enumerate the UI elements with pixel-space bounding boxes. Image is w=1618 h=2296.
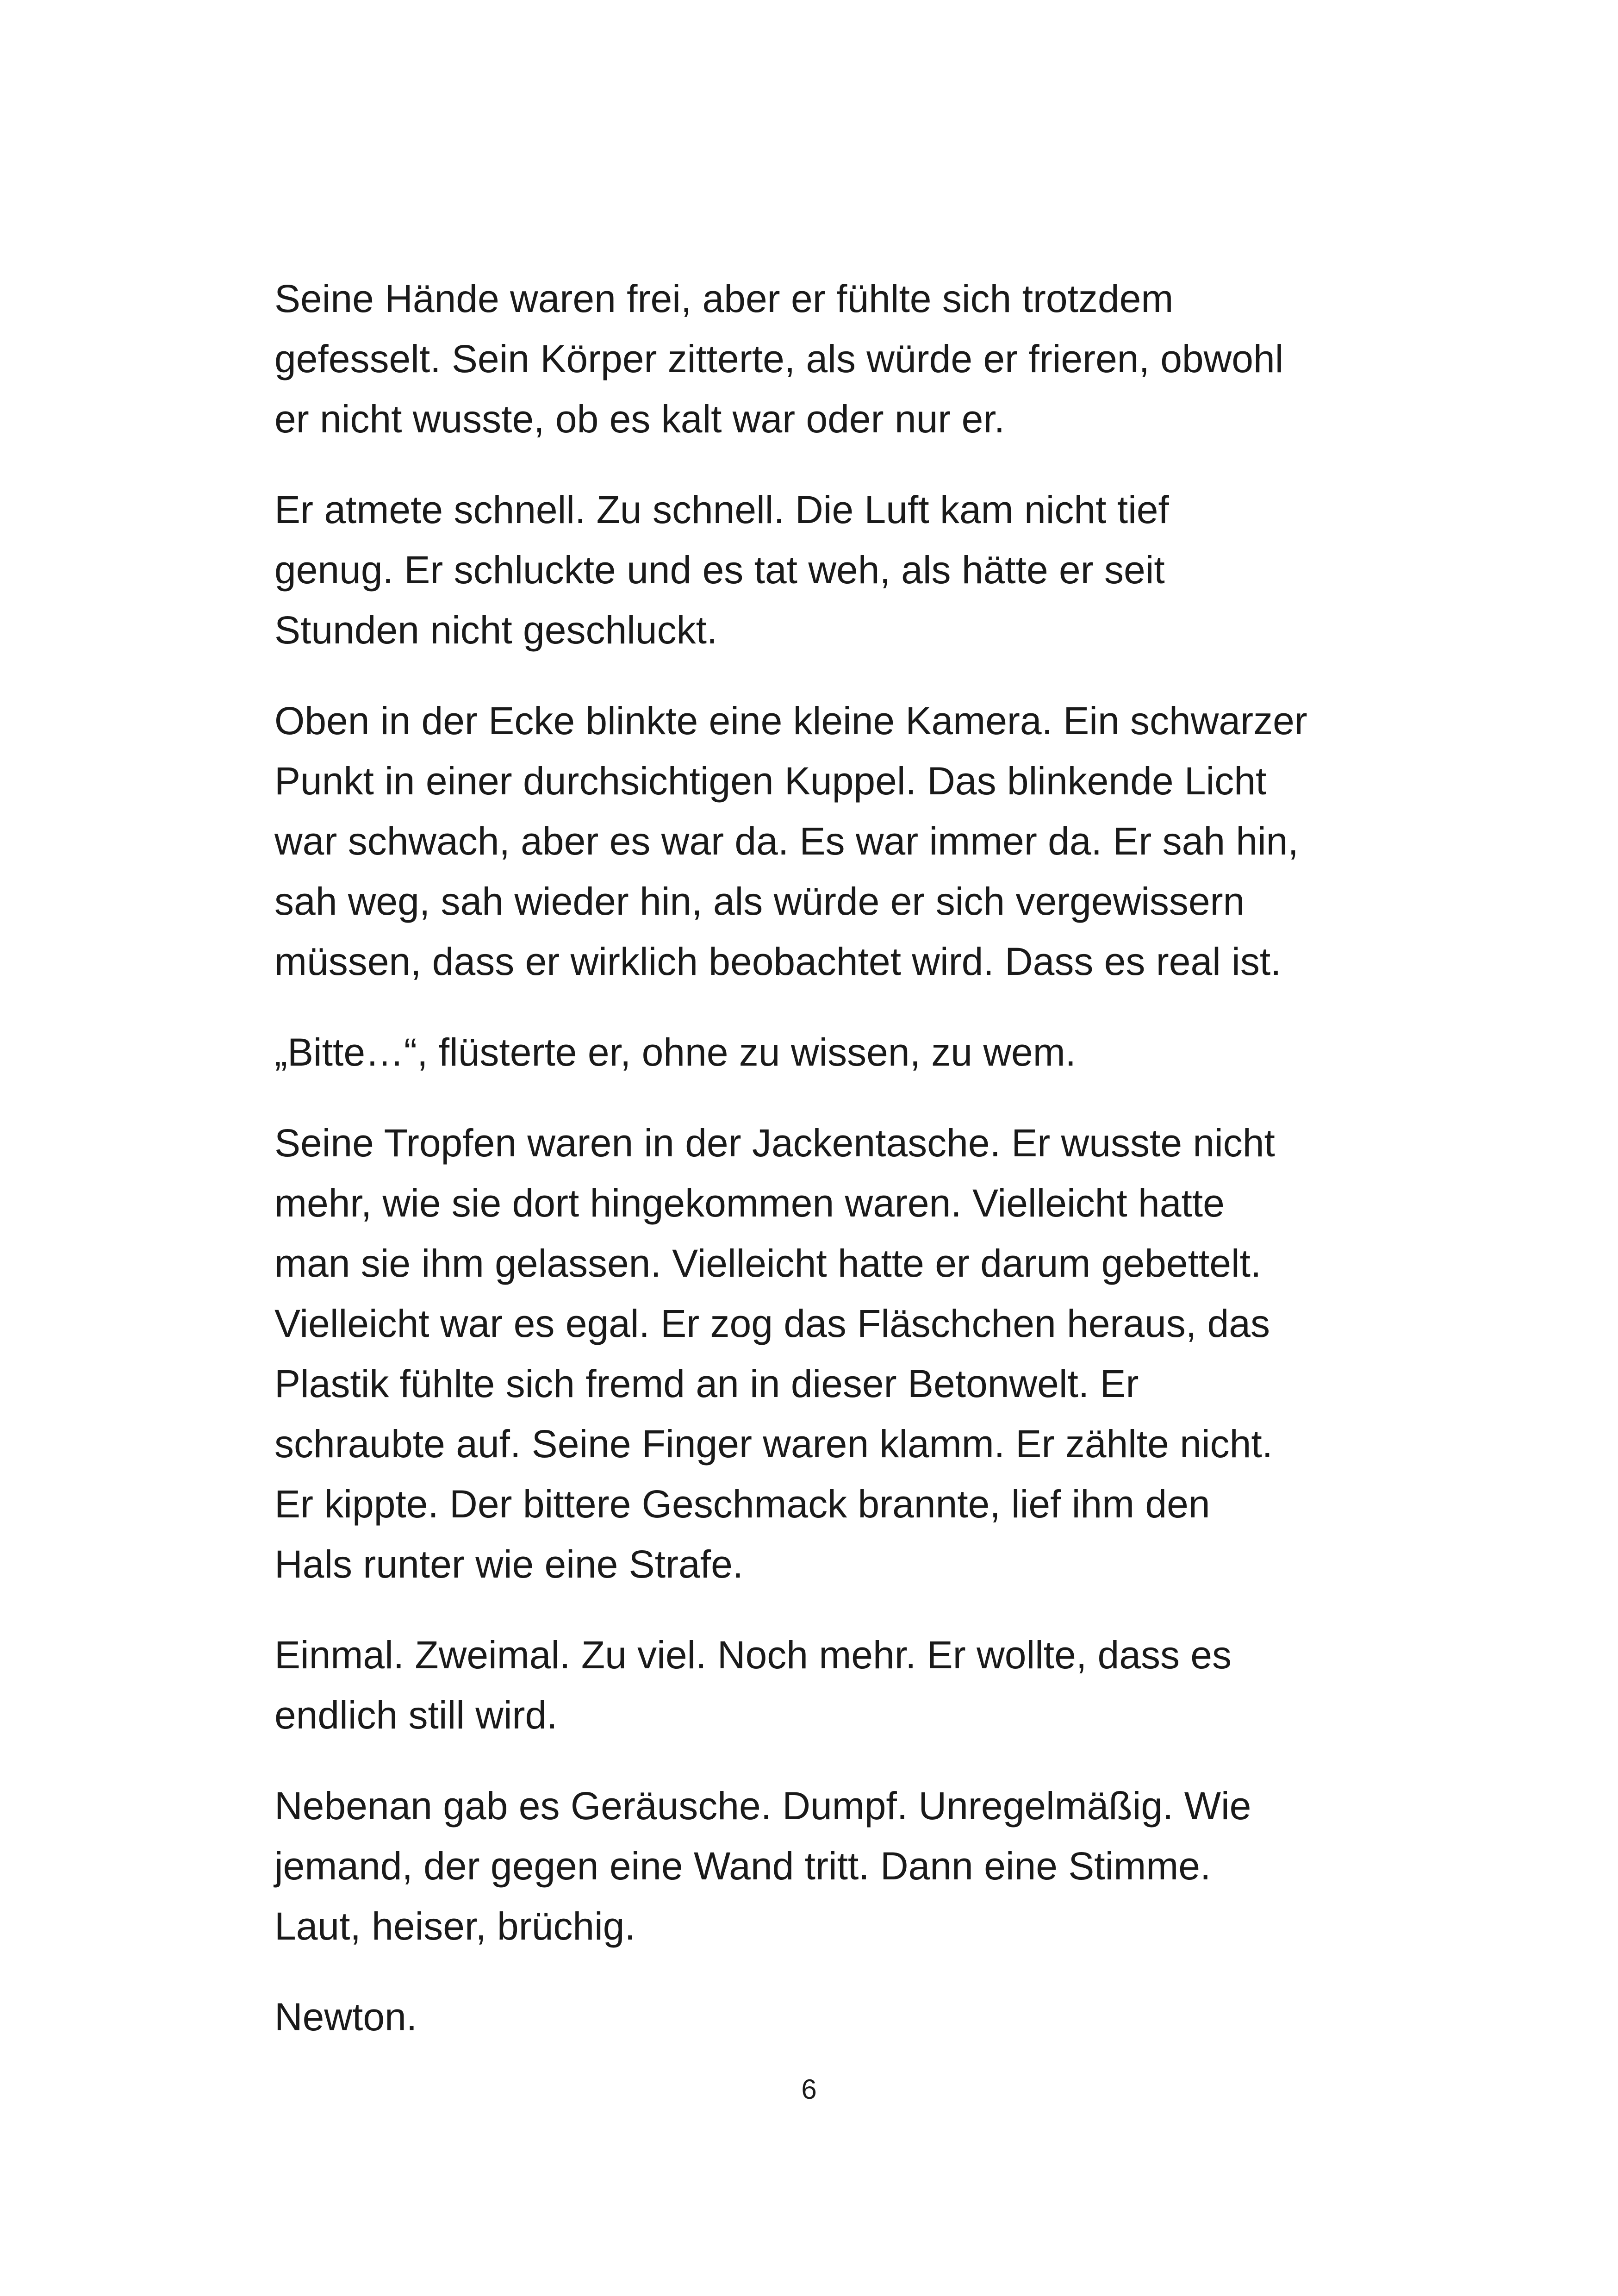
paragraph: Seine Tropfen waren in der Jackentasche. Er wusste nicht mehr, wie sie dort hingekommen waren. Vielleicht hatte man sie ihm gelassen. Vielleicht hatte er darum gebettelt. Vielleicht war es egal. Er zog das Fläschchen heraus, das Plastik fühlte sich fremd an in dieser Betonwelt. Er schraubte auf. Seine Finger waren klamm. Er zählte nicht. Er kippte. Der bittere Geschmack brannte, lief ihm den Hals runter wie eine Strafe.	[274, 1121, 1275, 1586]
paragraph: Nebenan gab es Geräusche. Dumpf. Unregelmäßig. Wie jemand, der gegen eine Wand tritt. Dann eine Stimme. Laut, heiser, brüchig.	[274, 1784, 1251, 1948]
body-text	[274, 268, 1353, 2078]
paragraph: Newton.	[274, 1995, 417, 2039]
paragraph: Einmal. Zweimal. Zu viel. Noch mehr. Er wollte, dass es endlich still wird.	[274, 1633, 1232, 1737]
paragraph: Seine Hände waren frei, aber er fühlte sich trotzdem gefesselt. Sein Körper zitterte, als würde er frieren, obwohl er nicht wusste, ob es kalt war oder nur er.	[274, 277, 1284, 441]
paragraph: „Bitte…“, flüsterte er, ohne zu wissen, zu wem.	[274, 1030, 1077, 1074]
page-number: 6	[801, 2074, 817, 2105]
paragraph: Er atmete schnell. Zu schnell. Die Luft kam nicht tief genug. Er schluckte und es tat weh, als hätte er seit Stunden nicht geschluckt.	[274, 488, 1169, 652]
paragraph: Oben in der Ecke blinkte eine kleine Kamera. Ein schwarzer Punkt in einer durchsichtigen Kuppel. Das blinkende Licht war schwach, aber es war da. Es war immer da. Er sah hin, sah weg, sah wieder hin, als würde er sich vergewissern müssen, dass er wirklich beobachtet wird. Dass es real ist.	[274, 699, 1307, 983]
